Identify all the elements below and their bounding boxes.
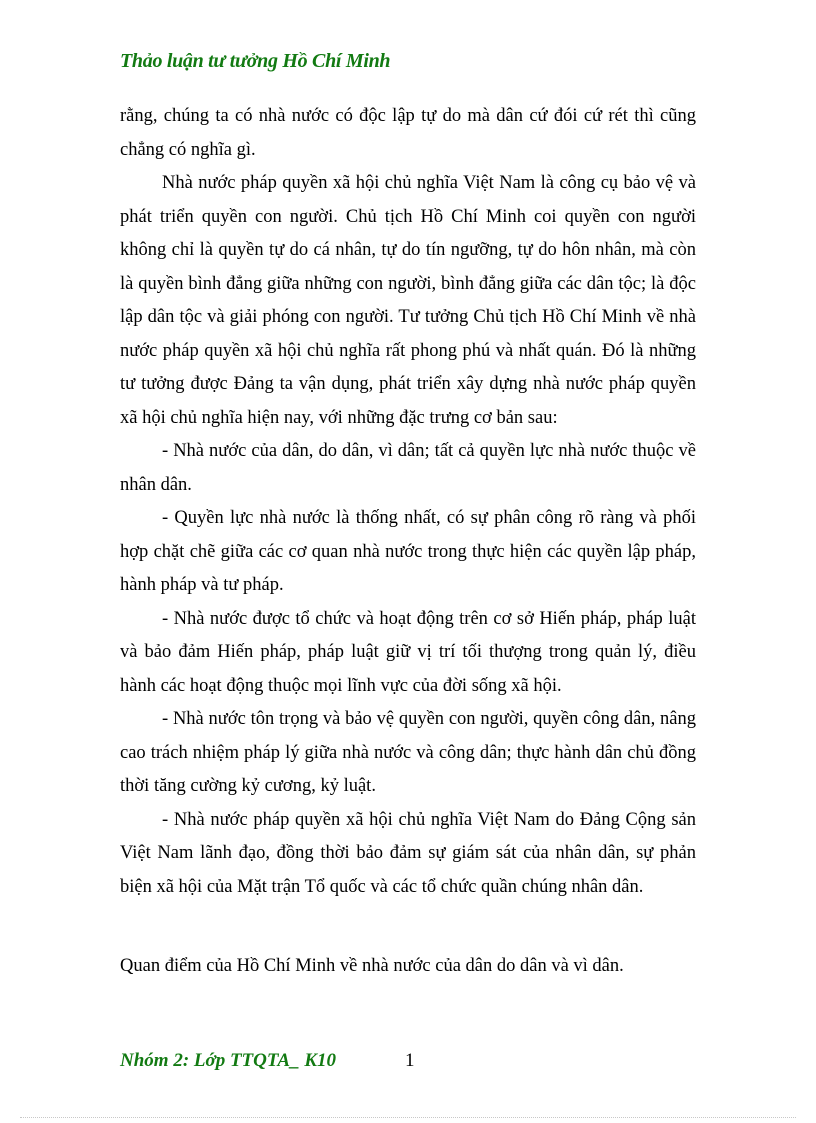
- footer-group-label: Nhóm 2: Lớp TTQTA_ K10: [120, 1050, 337, 1071]
- paragraph-continuation: rằng, chúng ta có nhà nước có độc lập tự do mà dân cứ đói cứ rét thì cũng chẳng có nghĩa gì.: [120, 106, 696, 160]
- list-item-2: - Quyền lực nhà nước là thống nhất, có sự phân công rõ ràng và phối hợp chặt chẽ giữa các cơ quan nhà nước trong thực hiện các quyền lập pháp, hành pháp và tư pháp.: [120, 508, 696, 595]
- list-item-3: - Nhà nước được tổ chức và hoạt động trên cơ sở Hiến pháp, pháp luật và bảo đảm Hiến pháp, pháp luật giữ vị trí tối thượng trong quản lý, điều hành các hoạt động thuộc mọi lĩnh vực của đời sống xã hội.: [120, 608, 696, 696]
- paragraph-intro: Nhà nước pháp quyền xã hội chủ nghĩa Việt Nam là công cụ bảo vệ và phát triển quyền con người. Chủ tịch Hồ Chí Minh coi quyền con người không chỉ là quyền tự do cá nhân, tự do tín ngưỡng, tự do hôn nhân, mà còn là quyền bình đẳng giữa những con người, bình đẳng giữa các dân tộc; là độc lập dân tộc và giải phóng con người. Tư tưởng Chủ tịch Hồ Chí Minh về nhà nước pháp quyền xã hội chủ nghĩa rất phong phú và nhất quán. Đó là những tư tưởng được Đảng ta vận dụng, phát triển xây dựng nhà nước pháp quyền xã hội chủ nghĩa hiện nay, với những đặc trưng cơ bản sau:: [120, 173, 696, 428]
- list-item-5: - Nhà nước pháp quyền xã hội chủ nghĩa Việt Nam do Đảng Cộng sản Việt Nam lãnh đạo, đồng thời bảo đảm sự giám sát của nhân dân, sự phản biện xã hội của Mặt trận Tổ quốc và các tổ chức quần chúng nhân dân.: [120, 809, 696, 897]
- running-header: Thảo luận tư tưởng Hồ Chí Minh: [120, 50, 391, 72]
- document-body: [120, 100, 696, 904]
- list-item-4: - Nhà nước tôn trọng và bảo vệ quyền con người, quyền công dân, nâng cao trách nhiệm pháp lý giữa nhà nước và công dân; thực hành dân chủ đồng thời tăng cường kỷ cương, kỷ luật.: [120, 709, 696, 796]
- list-item-1: - Nhà nước của dân, do dân, vì dân; tất cả quyền lực nhà nước thuộc về nhân dân.: [120, 441, 696, 495]
- page-bottom-divider: [20, 1117, 796, 1118]
- page-number: 1: [405, 1050, 415, 1071]
- section-heading: Quan điểm của Hồ Chí Minh về nhà nước của dân do dân và vì dân.: [120, 956, 624, 976]
